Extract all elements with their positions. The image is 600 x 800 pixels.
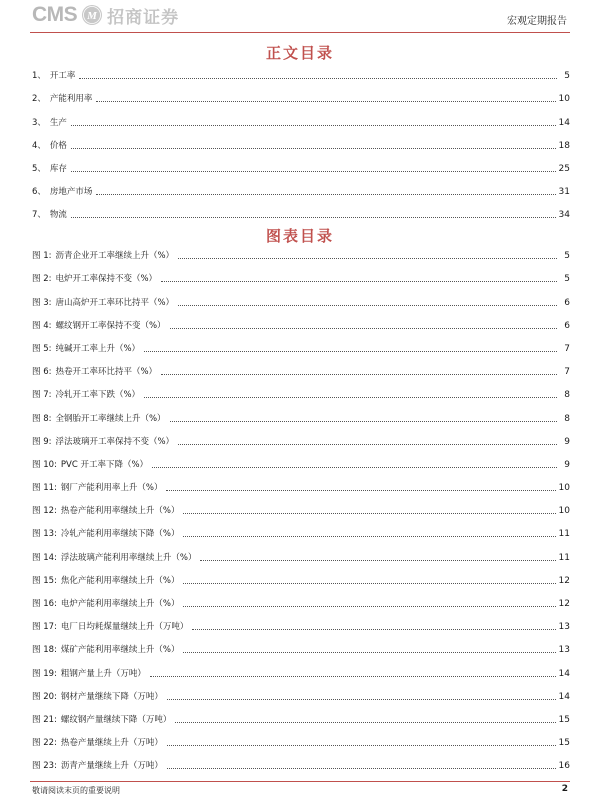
figure-entry[interactable] (32, 563, 570, 586)
entry-page-number: 9 (564, 459, 570, 470)
figure-number: 图 8: (32, 413, 52, 424)
figure-title: 粗钢产量上升（万吨） (60, 668, 146, 679)
logo-cms-text: CMS (32, 3, 78, 26)
figure-entry[interactable] (32, 424, 570, 447)
entry-page-number: 6 (564, 320, 570, 331)
figure-number: 图 18: (32, 645, 57, 656)
entry-page-number: 16 (558, 761, 570, 772)
figure-title: 电炉产能利用率继续上升（%） (60, 599, 180, 609)
figure-title: 钢材产量继续下降（万吨） (60, 691, 163, 702)
figure-title: 螺纹钢开工率保持不变（%） (55, 320, 166, 331)
figure-number: 图 13: (32, 529, 57, 540)
entry-page-number: 14 (558, 668, 570, 679)
entry-page-number: 31 (558, 187, 570, 198)
figure-number: 图 4: (32, 320, 52, 331)
dot-leader (183, 536, 555, 537)
figure-title: 钢厂产能利用率上升（%） (60, 483, 163, 494)
dot-leader (175, 722, 555, 723)
dot-leader (183, 513, 555, 514)
figure-number: 图 21: (32, 714, 57, 725)
figure-title: 煤矿产能利用率继续上升（%） (60, 645, 180, 656)
entry-page-number: 8 (564, 413, 570, 424)
figure-title: 纯碱开工率上升（%） (55, 343, 141, 354)
figure-title: 冷轧开工率下跌（%） (55, 390, 141, 401)
dot-leader (167, 699, 556, 700)
figure-number: 图 11: (32, 483, 57, 494)
dot-leader (71, 125, 556, 126)
figure-number: 图 20: (32, 691, 57, 702)
figure-number: 图 14: (32, 552, 57, 563)
figure-title: 冷轧产能利用率继续下降（%） (60, 529, 180, 540)
logo-emblem-icon (81, 4, 103, 26)
figure-number: 图 6: (32, 367, 52, 378)
entry-page-number: 10 (558, 506, 570, 517)
figure-entry[interactable] (32, 748, 570, 771)
toc-figures-list (32, 238, 570, 771)
section-title: 房地产市场 (49, 187, 93, 198)
entry-page-number: 7 (564, 367, 570, 378)
figure-title: 沥青企业开工率继续上升（%） (55, 251, 175, 262)
section-title: 物流 (49, 210, 67, 221)
figure-title: 螺纹钢产量继续下降（万吨） (60, 714, 172, 725)
toc-entry[interactable] (32, 128, 570, 151)
svg-text:M: M (87, 10, 98, 22)
section-title: 产能利用率 (49, 94, 93, 105)
dot-leader (144, 351, 557, 352)
figure-entry[interactable] (32, 586, 570, 609)
figure-number: 图 5: (32, 343, 52, 354)
figure-number: 图 9: (32, 436, 52, 447)
page-header (0, 0, 600, 34)
entry-page-number: 34 (558, 210, 570, 221)
dot-leader (71, 171, 556, 172)
footer-divider (30, 781, 570, 782)
figure-title: 热卷开工率环比持平（%） (55, 367, 158, 378)
entry-page-number: 25 (558, 163, 570, 174)
toc-entry[interactable] (32, 151, 570, 174)
figure-number: 图 22: (32, 738, 57, 749)
figure-number: 图 1: (32, 251, 52, 262)
logo-company-name: 招商证券 (107, 7, 180, 28)
toc-entry[interactable] (32, 197, 570, 220)
figure-entry[interactable] (32, 377, 570, 400)
figure-title: 浮法玻璃产能利用率继续上升（%） (60, 552, 197, 563)
dot-leader (167, 745, 556, 746)
figure-number: 图 16: (32, 599, 57, 609)
figure-entry[interactable] (32, 516, 570, 539)
figure-entry[interactable] (32, 331, 570, 354)
figure-entry[interactable] (32, 261, 570, 284)
company-logo (32, 2, 179, 28)
dot-leader (79, 78, 557, 79)
section-title: 价格 (49, 140, 67, 151)
section-number: 7、 (32, 210, 46, 221)
figure-entry[interactable] (32, 400, 570, 423)
figure-entry[interactable] (32, 725, 570, 748)
figure-title: 电厂日均耗煤量继续上升（万吨） (60, 622, 189, 633)
dot-leader (183, 652, 555, 653)
entry-page-number: 14 (558, 117, 570, 128)
figure-number: 图 7: (32, 390, 52, 401)
figure-title: 热卷产量继续上升（万吨） (60, 738, 163, 749)
figure-number: 图 17: (32, 622, 57, 633)
entry-page-number: 15 (558, 714, 570, 725)
dot-leader (161, 281, 557, 282)
section-number: 3、 (32, 117, 46, 128)
dot-leader (144, 397, 557, 398)
entry-page-number: 5 (564, 251, 570, 262)
figure-title: PVC 开工率下降（%） (60, 459, 149, 470)
figure-entry[interactable] (32, 470, 570, 493)
section-title: 生产 (49, 117, 67, 128)
entry-page-number: 13 (558, 645, 570, 656)
figure-entry[interactable] (32, 284, 570, 307)
section-number: 1、 (32, 71, 46, 82)
entry-page-number: 15 (558, 738, 570, 749)
entry-page-number: 14 (558, 691, 570, 702)
dot-leader (178, 305, 557, 306)
dot-leader (71, 148, 556, 149)
figure-number: 图 23: (32, 761, 57, 772)
entry-page-number: 13 (558, 622, 570, 633)
dot-leader (170, 421, 557, 422)
section-title: 库存 (49, 163, 67, 174)
toc-figures-title: 图表目录 (265, 227, 334, 245)
toc-main-title: 正文目录 (265, 44, 334, 62)
figure-number: 图 19: (32, 668, 57, 679)
dot-leader (183, 583, 555, 584)
dot-leader (96, 194, 555, 195)
figure-entry[interactable] (32, 702, 570, 725)
header-divider (30, 32, 570, 33)
entry-page-number: 18 (558, 140, 570, 151)
entry-page-number: 10 (558, 94, 570, 105)
dot-leader (183, 606, 555, 607)
figure-title: 全钢胎开工率继续上升（%） (55, 413, 166, 424)
toc-entry[interactable] (32, 104, 570, 127)
figure-title: 浮法玻璃开工率保持不变（%） (55, 436, 175, 447)
dot-leader (161, 374, 557, 375)
dot-leader (152, 467, 557, 468)
section-number: 4、 (32, 140, 46, 151)
figure-number: 图 2: (32, 274, 52, 285)
dot-leader (167, 768, 556, 769)
figure-title: 热卷产能利用率继续上升（%） (60, 506, 180, 517)
dot-leader (192, 629, 555, 630)
entry-page-number: 8 (564, 390, 570, 401)
figure-title: 沥青产量继续上升（万吨） (60, 761, 163, 772)
figure-entry[interactable] (32, 679, 570, 702)
entry-page-number: 6 (564, 297, 570, 308)
entry-page-number: 5 (564, 71, 570, 82)
entry-page-number: 5 (564, 274, 570, 285)
figure-entry[interactable] (32, 655, 570, 678)
figure-title: 唐山高炉开工率环比持平（%） (55, 297, 175, 308)
figure-entry[interactable] (32, 609, 570, 632)
section-number: 2、 (32, 94, 46, 105)
figure-title: 焦化产能利用率继续上升（%） (60, 575, 180, 586)
figure-title: 电炉开工率保持不变（%） (55, 274, 158, 285)
figure-number: 图 3: (32, 297, 52, 308)
dot-leader (170, 328, 557, 329)
toc-entry[interactable] (32, 58, 570, 81)
footer-disclaimer-note: 敬请阅读末页的重要说明 (32, 786, 120, 795)
section-number: 5、 (32, 163, 46, 174)
figure-entry[interactable] (32, 308, 570, 331)
section-number: 6、 (32, 187, 46, 198)
figure-number: 图 10: (32, 459, 57, 470)
toc-main-list (32, 58, 570, 220)
figure-entry[interactable] (32, 354, 570, 377)
figure-entry[interactable] (32, 447, 570, 470)
section-title: 开工率 (49, 71, 76, 82)
figure-entry[interactable] (32, 632, 570, 655)
dot-leader (178, 444, 557, 445)
dot-leader (178, 258, 557, 259)
figure-entry[interactable] (32, 539, 570, 562)
entry-page-number: 12 (558, 599, 570, 609)
toc-entry[interactable] (32, 174, 570, 197)
entry-page-number: 11 (558, 529, 570, 540)
figure-number: 图 15: (32, 575, 57, 586)
entry-page-number: 10 (558, 483, 570, 494)
entry-page-number: 11 (558, 552, 570, 563)
figure-entry[interactable] (32, 493, 570, 516)
dot-leader (150, 676, 556, 677)
figure-entry[interactable] (32, 238, 570, 261)
toc-entry[interactable] (32, 81, 570, 104)
dot-leader (96, 101, 555, 102)
entry-page-number: 7 (564, 343, 570, 354)
dot-leader (200, 560, 555, 561)
entry-page-number: 9 (564, 436, 570, 447)
dot-leader (166, 490, 555, 491)
figure-number: 图 12: (32, 506, 57, 517)
page-number: 2 (561, 784, 568, 794)
entry-page-number: 12 (558, 575, 570, 586)
dot-leader (71, 217, 556, 218)
report-type: 宏观定期报告 (507, 16, 567, 27)
